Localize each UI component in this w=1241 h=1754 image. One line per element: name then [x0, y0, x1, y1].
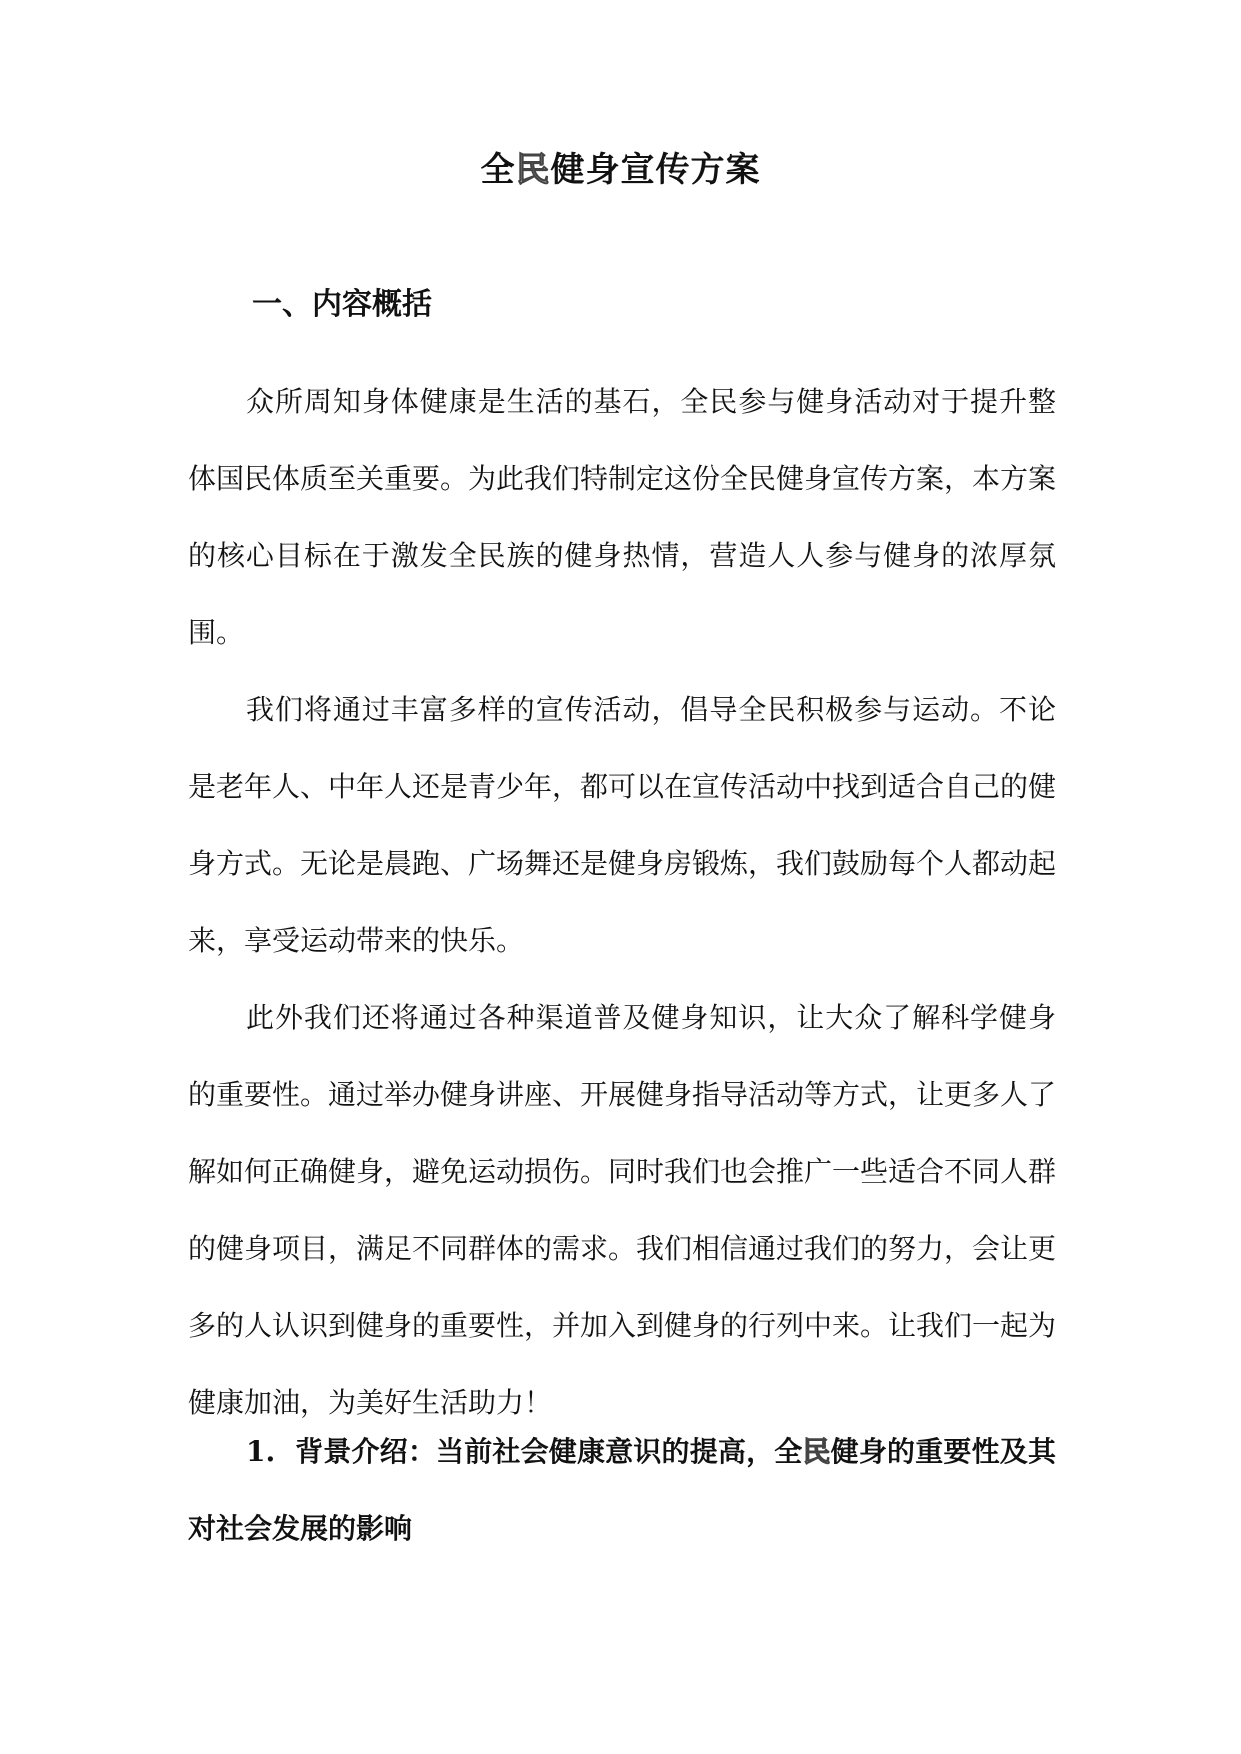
body-text — [188, 363, 1056, 1441]
subheading-part-2: 健身的重要性及其对社会发展的影响 — [188, 1435, 1056, 1545]
paragraph-3: 此外我们还将通过各种渠道普及健身知识，让大众了解科学健身的重要性。通过举办健身讲座、开展健身指导活动等方式，让更多人了解如何正确健身，避免运动损伤。同时我们也会推广一些适合不同人群的健身项目，满足不同群体的需求。我们相信通过我们的努力，会让更多的人认识到健身的重要性，并加入到健身的行列中来。让我们一起为健康加油，为美好生活助力！ — [188, 1001, 1057, 1419]
title-part-1: 全 — [480, 150, 516, 190]
subheading-number: 1. — [246, 1435, 276, 1468]
title-hollow-char: 民 — [515, 150, 551, 190]
subheading-hollow-char: 民 — [802, 1435, 831, 1468]
section-heading: 一、内容概括 — [252, 287, 432, 322]
subheading-1 — [188, 1413, 1056, 1567]
title-part-2: 健身宣传方案 — [550, 150, 761, 190]
subheading-part-1: 背景介绍：当前社会健康意识的提高，全 — [295, 1435, 803, 1468]
document-title — [0, 150, 1241, 190]
paragraph-2: 我们将通过丰富多样的宣传活动，倡导全民积极参与运动。不论是老年人、中年人还是青少年，都可以在宣传活动中找到适合自己的健身方式。无论是晨跑、广场舞还是健身房锻炼，我们鼓励每个人都动起来，享受运动带来的快乐。 — [188, 693, 1057, 957]
paragraph-1: 众所周知身体健康是生活的基石，全民参与健身活动对于提升整体国民体质至关重要。为此我们特制定这份全民健身宣传方案，本方案的核心目标在于激发全民族的健身热情，营造人人参与健身的浓厚氛围。 — [188, 385, 1057, 649]
